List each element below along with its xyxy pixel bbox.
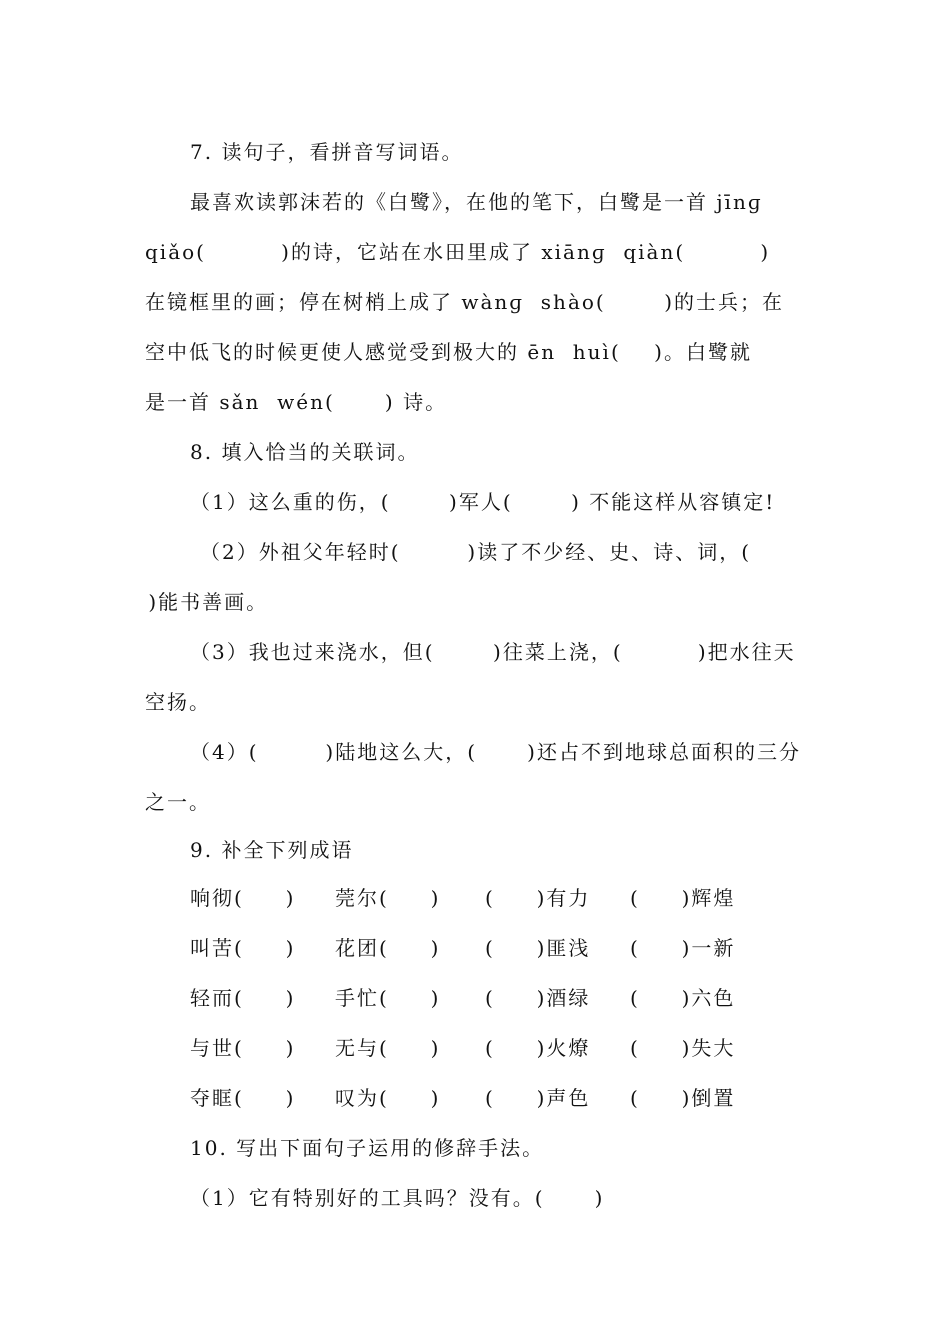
question-10-title: 10. 写出下面句子运用的修辞手法。	[190, 1136, 545, 1160]
q7-line-5: 是一首 sǎn wén( ) 诗。	[145, 390, 448, 414]
idiom-cell: ( )有力	[485, 886, 591, 910]
question-8-title: 8. 填入恰当的关联词。	[190, 440, 420, 464]
idiom-cell: 轻而( )	[190, 986, 296, 1010]
q8-item-3: （3）我也过来浇水，但( )往菜上浇，( )把水往天	[190, 640, 796, 664]
idiom-cell: ( )声色	[485, 1086, 591, 1110]
q10-item-1: （1）它有特别好的工具吗？没有。( )	[190, 1186, 605, 1210]
q8-item-2-cont: )能书善画。	[140, 590, 269, 614]
q7-line-4: 空中低飞的时候更使人感觉受到极大的 ēn huì( )。白鹭就	[145, 340, 752, 364]
idiom-cell: ( )倒置	[630, 1086, 736, 1110]
q8-item-2: （2）外祖父年轻时( )读了不少经、史、诗、词，(	[200, 540, 751, 564]
idiom-cell: ( )六色	[630, 986, 736, 1010]
q8-item-4-cont: 之一。	[145, 790, 211, 814]
idiom-cell: ( )辉煌	[630, 886, 736, 910]
idiom-cell: ( )酒绿	[485, 986, 591, 1010]
q8-item-3-cont: 空扬。	[145, 690, 211, 714]
idiom-cell: 夺眶( )	[190, 1086, 296, 1110]
idiom-cell: ( )火燎	[485, 1036, 591, 1060]
idiom-cell: 花团( )	[335, 936, 441, 960]
q8-item-4: （4）( )陆地这么大，( )还占不到地球总面积的三分	[190, 740, 801, 764]
q7-line-2: qiǎo( )的诗，它站在水田里成了 xiānɡ qiàn( )	[145, 240, 771, 264]
q7-line-1: 最喜欢读郭沫若的《白鹭》，在他的笔下，白鹭是一首 jīnɡ	[190, 190, 763, 214]
idiom-cell: 叫苦( )	[190, 936, 296, 960]
q7-line-3: 在镜框里的画；停在树梢上成了 wànɡ shào( )的士兵；在	[145, 290, 785, 314]
idiom-cell: ( )一新	[630, 936, 736, 960]
idiom-cell: 响彻( )	[190, 886, 296, 910]
question-7-title: 7. 读句子，看拼音写词语。	[190, 140, 464, 164]
idiom-cell: ( )匪浅	[485, 936, 591, 960]
q8-item-1: （1）这么重的伤，( )军人( ) 不能这样从容镇定!	[190, 490, 776, 514]
idiom-cell: 无与( )	[335, 1036, 441, 1060]
idiom-cell: ( )失大	[630, 1036, 736, 1060]
question-9-title: 9. 补全下列成语	[190, 838, 354, 862]
idiom-cell: 与世( )	[190, 1036, 296, 1060]
idiom-cell: 手忙( )	[335, 986, 441, 1010]
idiom-cell: 莞尔( )	[335, 886, 441, 910]
idiom-cell: 叹为( )	[335, 1086, 441, 1110]
